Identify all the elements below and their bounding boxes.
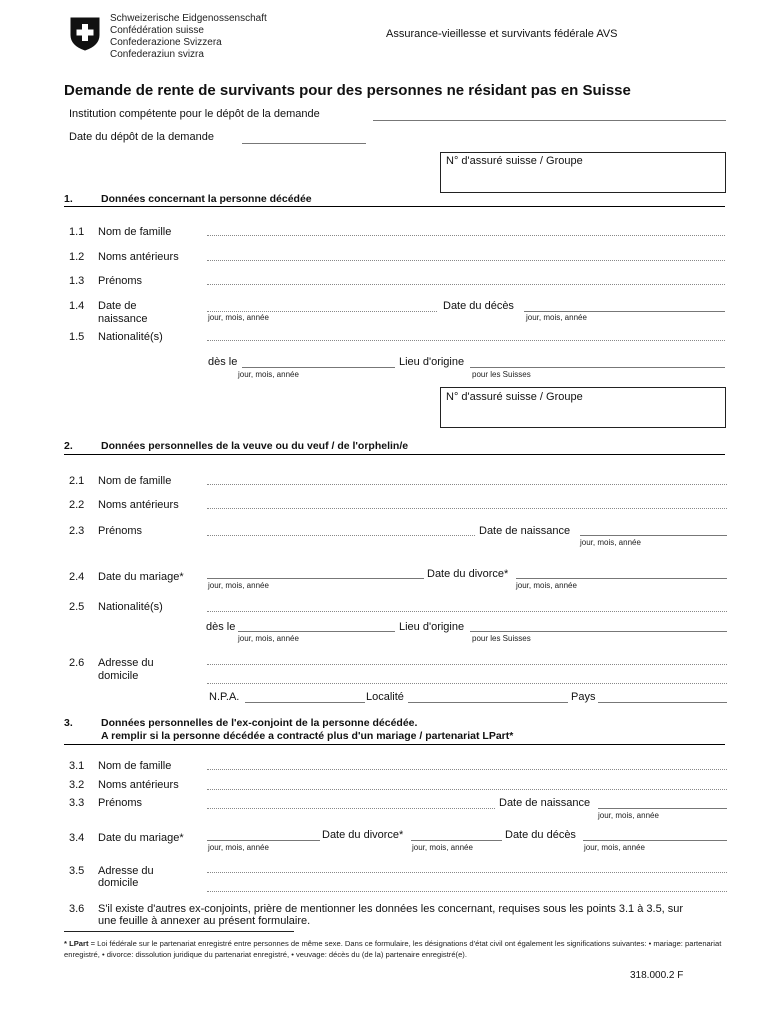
divorce-date-hint: jour, mois, année [516, 581, 577, 590]
ex-address-field-2[interactable] [207, 891, 727, 892]
nationality-field[interactable] [207, 340, 725, 341]
ex-previous-names-field[interactable] [207, 789, 727, 790]
field-2-4-number: 2.4 [69, 571, 85, 583]
survivor-origin-field[interactable] [470, 631, 727, 632]
field-3-1-label: Nom de famille [98, 760, 172, 772]
form-number: 318.000.2 F [630, 970, 684, 981]
npa-label: N.P.A. [209, 691, 240, 703]
office-name: Assurance-vieillesse et survivants fédérale AVS [386, 28, 618, 40]
field-3-3-number: 3.3 [69, 797, 85, 809]
field-3-3-label: Prénoms [98, 797, 143, 809]
country-field[interactable] [598, 702, 727, 703]
ex-birth-field[interactable] [598, 808, 727, 809]
first-names-field[interactable] [207, 284, 725, 285]
section-3-rule [64, 744, 725, 745]
survivor-address-field-2[interactable] [207, 683, 727, 684]
field-2-6-label-1: Adresse du [98, 657, 154, 669]
section-1-rule [64, 206, 725, 207]
field-3-5-label-2: domicile [98, 877, 139, 889]
marriage-date-field[interactable] [207, 578, 424, 579]
origin-field[interactable] [470, 367, 725, 368]
birth-date-hint: jour, mois, année [208, 313, 269, 322]
field-1-5-label: Nationalité(s) [98, 331, 163, 343]
death-date-hint: jour, mois, année [526, 313, 587, 322]
field-3-6-text-1: S'il existe d'autres ex-conjoints, prière de mentionner les données les concernant, requises sous les points 3.1 à 3.5, sur [98, 903, 684, 915]
field-2-6-label-2: domicile [98, 670, 139, 682]
field-3-6-text-2: une feuille à annexer au présent formulaire. [98, 915, 311, 927]
field-3-6-number: 3.6 [69, 903, 85, 915]
ex-divorce-hint: jour, mois, année [412, 843, 473, 852]
submission-date-label: Date du dépôt de la demande [69, 131, 214, 143]
submission-date-field[interactable] [242, 143, 366, 144]
survivor-first-names-field[interactable] [207, 535, 475, 536]
section-2-number: 2. [64, 440, 73, 452]
field-3-5-number: 3.5 [69, 865, 85, 877]
field-1-5-number: 1.5 [69, 331, 85, 343]
field-2-3-number: 2.3 [69, 525, 85, 537]
section-1-number: 1. [64, 193, 73, 205]
field-2-1-number: 2.1 [69, 475, 85, 487]
field-1-2-number: 1.2 [69, 251, 85, 263]
field-3-4-number: 3.4 [69, 832, 85, 844]
field-3-5-label-1: Adresse du [98, 865, 154, 877]
field-1-4-label-2: naissance [98, 313, 148, 325]
npa-field[interactable] [245, 702, 365, 703]
death-date-label: Date du décès [443, 300, 514, 312]
institution-label: Institution compétente pour le dépôt de la demande [69, 108, 320, 120]
ex-marriage-date-field[interactable] [207, 840, 320, 841]
field-2-1-label: Nom de famille [98, 475, 172, 487]
field-1-4-number: 1.4 [69, 300, 85, 312]
survivor-address-field-1[interactable] [207, 664, 727, 665]
footnote-separator [64, 931, 294, 932]
insured-number-box-1[interactable] [440, 152, 726, 193]
ex-family-name-field[interactable] [207, 769, 727, 770]
field-3-1-number: 3.1 [69, 760, 85, 772]
section-1-title: Données concernant la personne décédée [101, 193, 312, 205]
swiss-coat-of-arms-icon [70, 17, 100, 51]
confederation-names [110, 13, 267, 61]
field-1-1-number: 1.1 [69, 226, 85, 238]
survivor-origin-label: Lieu d'origine [399, 621, 465, 633]
insured-number-label: N° d'assuré suisse / Groupe [446, 155, 583, 167]
field-1-2-label: Noms antérieurs [98, 251, 179, 263]
confederation-de: Schweizerische Eidgenossenschaft [110, 13, 267, 24]
field-1-1-label: Nom de famille [98, 226, 172, 238]
field-2-2-number: 2.2 [69, 499, 85, 511]
divorce-date-field[interactable] [516, 578, 727, 579]
field-2-5-number: 2.5 [69, 601, 85, 613]
survivor-since-label: dès le [206, 621, 236, 633]
section-3-number: 3. [64, 717, 73, 729]
origin-label: Lieu d'origine [399, 356, 465, 368]
survivor-previous-names-field[interactable] [207, 508, 727, 509]
footnote-lead: * LPart [64, 939, 89, 948]
ex-marriage-date-hint: jour, mois, année [208, 843, 269, 852]
survivor-birth-field[interactable] [580, 535, 727, 536]
ex-divorce-label: Date du divorce* [322, 829, 404, 841]
ex-first-names-field[interactable] [207, 808, 495, 809]
survivor-family-name-field[interactable] [207, 484, 727, 485]
section-3-title-2: A remplir si la personne décédée a contracté plus d'un mariage / partenariat LPart* [101, 730, 514, 742]
section-3-title-1: Données personnelles de l'ex-conjoint de la personne décédée. [101, 717, 418, 729]
field-2-2-label: Noms antérieurs [98, 499, 179, 511]
footnote [64, 938, 724, 960]
family-name-field[interactable] [207, 235, 725, 236]
survivor-birth-hint: jour, mois, année [580, 538, 641, 547]
ex-death-hint: jour, mois, année [584, 843, 645, 852]
ex-birth-label: Date de naissance [499, 797, 591, 809]
survivor-birth-label: Date de naissance [479, 525, 571, 537]
ex-address-field-1[interactable] [207, 872, 727, 873]
field-3-4-label: Date du mariage* [98, 832, 184, 844]
survivor-since-hint: jour, mois, année [238, 634, 299, 643]
ex-birth-hint: jour, mois, année [598, 811, 659, 820]
confederation-fr: Confédération suisse [110, 25, 204, 36]
since-date-field[interactable] [242, 367, 395, 368]
death-date-field[interactable] [524, 311, 725, 312]
field-2-3-label: Prénoms [98, 525, 143, 537]
previous-names-field[interactable] [207, 260, 725, 261]
marriage-date-hint: jour, mois, année [208, 581, 269, 590]
since-label: dès le [208, 356, 238, 368]
since-date-hint: jour, mois, année [238, 370, 299, 379]
locality-field[interactable] [408, 702, 568, 703]
section-2-title: Données personnelles de la veuve ou du veuf / de l'orphelin/e [101, 440, 409, 452]
confederation-it: Confederazione Svizzera [110, 37, 222, 48]
ex-death-label: Date du décès [505, 829, 576, 841]
section-2-rule [64, 454, 725, 455]
ex-divorce-field[interactable] [411, 840, 502, 841]
insured-number-label-2: N° d'assuré suisse / Groupe [446, 391, 583, 403]
field-3-2-label: Noms antérieurs [98, 779, 179, 791]
institution-field[interactable] [373, 120, 726, 121]
divorce-date-label: Date du divorce* [427, 568, 509, 580]
confederation-rm: Confederaziun svizra [110, 49, 204, 60]
field-2-4-label: Date du mariage* [98, 571, 184, 583]
field-1-4-label-1: Date de [98, 300, 137, 312]
field-2-5-label: Nationalité(s) [98, 601, 163, 613]
survivor-nationality-field[interactable] [207, 611, 727, 612]
origin-hint: pour les Suisses [472, 370, 531, 379]
footnote-text: = Loi fédérale sur le partenariat enregistré entre personnes de même sexe. Dans ce formulaire, les désignations d'état civil ont également les significations suivantes: • mariage: partenariat enregistré, • divorce: dissolution juridique du partenariat enregistré, • veuvage: décès du (de la) partenaire enregistré(e). [64, 939, 722, 959]
country-label: Pays [571, 691, 596, 703]
survivor-origin-hint: pour les Suisses [472, 634, 531, 643]
survivor-since-field[interactable] [238, 631, 395, 632]
birth-date-field[interactable] [207, 311, 437, 312]
field-1-3-number: 1.3 [69, 275, 85, 287]
field-2-6-number: 2.6 [69, 657, 85, 669]
page-title: Demande de rente de survivants pour des personnes ne résidant pas en Suisse [64, 82, 631, 99]
insured-number-box-2[interactable] [440, 387, 726, 428]
field-1-3-label: Prénoms [98, 275, 143, 287]
ex-death-field[interactable] [583, 840, 727, 841]
field-3-2-number: 3.2 [69, 779, 85, 791]
locality-label: Localité [366, 691, 404, 703]
